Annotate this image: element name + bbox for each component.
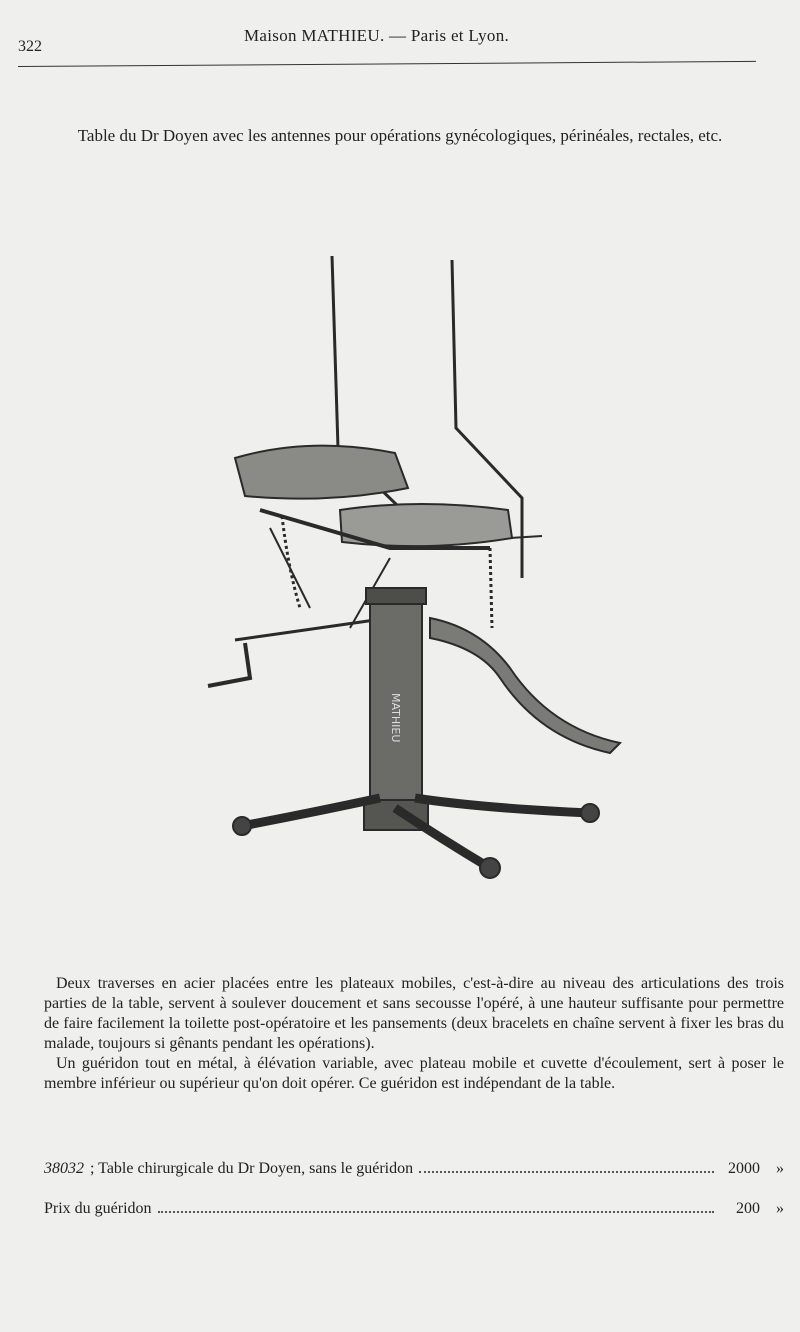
header-rule — [18, 61, 756, 67]
description-paragraph: Deux traverses en acier placées entre les plateaux mobiles, c'est-à-dire au niveau des articulations des trois parties de la table, servent à soulever doucement et sans secousse l'opéré, à une hauteur suffisante pour permettre de faire facilement la toilette post-opératoire et les pansements (deux bracelets en chaîne servent à fixer les bras du malade, toujours si gênants pendant les opérations). — [44, 975, 784, 1052]
price-value: 2000 — [728, 1160, 760, 1177]
dot-leader — [158, 1211, 714, 1213]
page-number: 322 — [18, 38, 42, 55]
surgical-table-engraving — [190, 248, 650, 888]
ditto-mark: » — [776, 1160, 784, 1177]
surgical-table-illustration — [190, 248, 650, 888]
catalog-reference: 38032 — [44, 1160, 84, 1177]
column-engraving-label: MATHIEU — [389, 693, 402, 743]
figure-caption: Table du Dr Doyen avec les antennes pour opérations gynécologiques, périnéales, rectales, etc. — [77, 126, 723, 145]
price-value: 200 — [736, 1200, 760, 1217]
price-line-table — [44, 1160, 784, 1178]
description-paragraph: Un guéridon tout en métal, à élévation variable, avec plateau mobile et cuvette d'écoulement, sert à poser le membre inférieur ou supérieur qu'on doit opérer. Ce guéridon est indépendant de la table. — [44, 1055, 784, 1092]
dot-leader — [419, 1171, 714, 1173]
ditto-mark: » — [776, 1200, 784, 1217]
price-line-gueridon — [44, 1200, 784, 1218]
description-text — [44, 974, 784, 1094]
price-item-label: ; Table chirurgicale du Dr Doyen, sans le guéridon — [90, 1160, 414, 1177]
running-title: Maison MATHIEU. — Paris et Lyon. — [244, 26, 510, 45]
price-item-label: Prix du guéridon — [44, 1200, 152, 1217]
